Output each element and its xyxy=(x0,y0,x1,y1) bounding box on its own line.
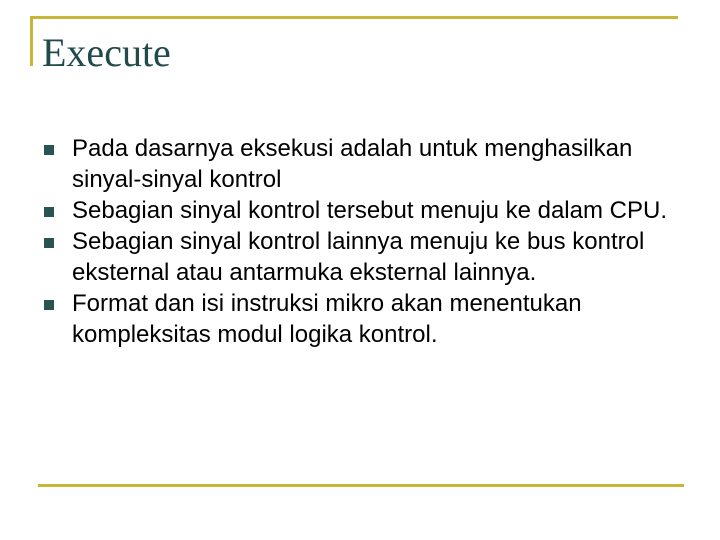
bullet-item xyxy=(42,288,682,350)
left-rule xyxy=(30,16,33,66)
bottom-rule xyxy=(38,484,684,487)
bullet-text: Format dan isi instruksi mikro akan menentukan kompleksitas modul logika kontrol. xyxy=(72,290,582,348)
square-bullet-icon xyxy=(44,207,54,217)
square-bullet-icon xyxy=(44,145,54,155)
square-bullet-icon xyxy=(44,300,54,310)
bullet-text: Sebagian sinyal kontrol tersebut menuju ke dalam CPU. xyxy=(72,197,667,224)
bullet-text: Sebagian sinyal kontrol lainnya menuju ke bus kontrol eksternal atau antarmuka eksternal lainnya. xyxy=(72,228,645,286)
bullet-list xyxy=(42,133,682,350)
bullet-item xyxy=(42,226,682,288)
bullet-item xyxy=(42,133,682,195)
top-rule xyxy=(30,16,678,19)
square-bullet-icon xyxy=(44,238,54,248)
bullet-item xyxy=(42,195,682,226)
bullet-text: Pada dasarnya eksekusi adalah untuk menghasilkan sinyal-sinyal kontrol xyxy=(72,135,633,193)
slide-title: Execute xyxy=(42,30,171,75)
